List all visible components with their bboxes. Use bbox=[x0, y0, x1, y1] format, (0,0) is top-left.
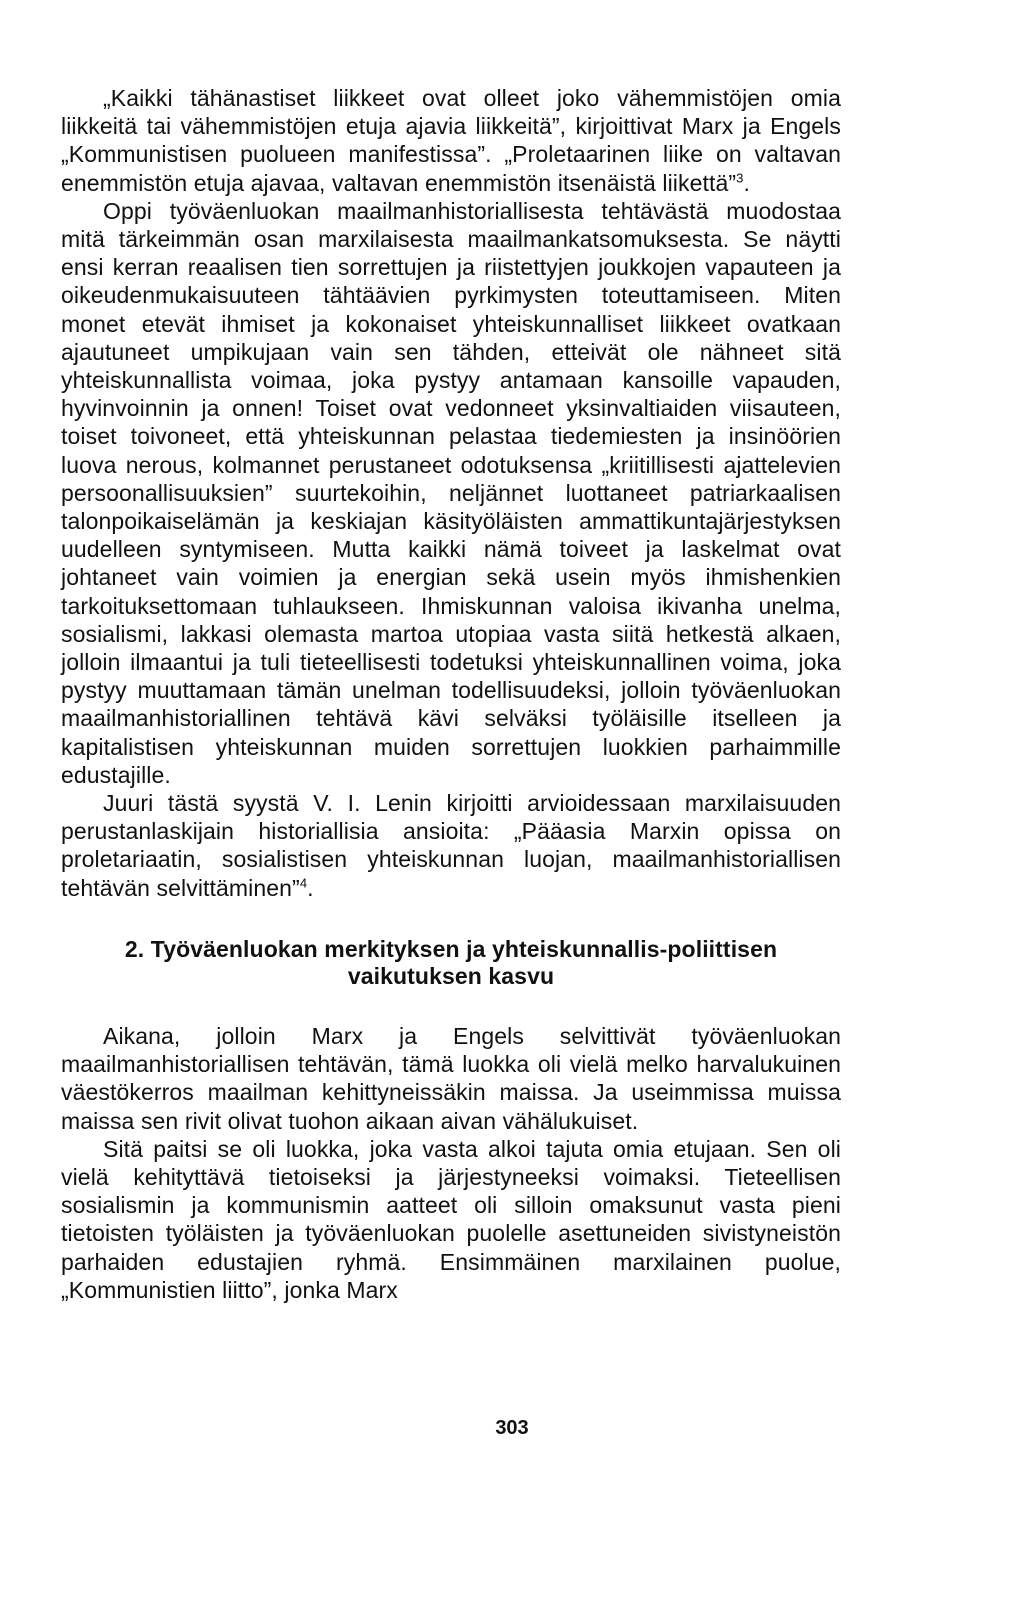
footnote-marker: 3 bbox=[736, 169, 744, 185]
paragraph-text: Aikana, jolloin Marx ja Engels selvittivät työväenluokan maailmanhistoriallisen tehtävän, tämä luokka oli vielä melko harvalukuinen väestökerros maailman kehittyneissäkin maissa. Ja useimmissa muissa maissa sen rivit olivat tuohon aikaan aivan vähälukuiset. bbox=[61, 1022, 841, 1134]
page-text bbox=[61, 84, 841, 1304]
paragraph-text: „Kaikki tähänastiset liikkeet ovat olleet joko vähemmistöjen omia liikkeitä tai vähemmistöjen etuja ajavia liikkeitä”, kirjoittivat Marx ja Engels „Kommunistisen puolueen manifestissa”. „Proletaarinen liike on valtavan enemmistön etuja ajavaa, valtavan enemmistön itsenäistä liikettä” bbox=[61, 85, 841, 196]
paragraph-end: . bbox=[307, 874, 314, 901]
paragraph-manifesto-quote bbox=[61, 84, 841, 197]
paragraph-text: Juuri tästä syystä V. I. Lenin kirjoitti arvioidessaan marxilaisuuden perustanlaskijain historiallisia ansioita: „Pääasia Marxin opissa on proletariaatin, sosialistisen yhteiskunnan luojan, maailmanhistoriallisen tehtävän selvittäminen” bbox=[61, 790, 841, 901]
paragraph-text: Oppi työväenluokan maailmanhistoriallisesta tehtävästä muodostaa mitä tärkeimmän osan marxilaisesta maailmankatsomuksesta. Se näytti ensi kerran reaalisen tien sorrettujen ja riistettyjen joukkojen vapauteen ja oikeudenmukaisuuteen tähtäävien pyrkimysten toteuttamiseen. Miten monet etevät ihmiset ja kokonaiset yhteiskunnalliset liikkeet ovatkaan ajautuneet umpikujaan vain sen tähden, etteivät ole nähneet sitä yhteiskunnallista voimaa, joka pystyy antamaan kansoille vapauden, hyvinvoinnin ja onnen! Toiset ovat vedonneet yksinvaltiaiden viisauteen, toiset toivoneet, että yhteiskunnan pelastaa tiedemiesten ja insinöörien luova nerous, kolmannet perustaneet odotuksensa „kriitillisesti ajattelevien persoonallisuuksien” suurtekoihin, neljännet luottaneet patriarkaalisen talonpoikaiselämän ja keskiajan käsityöläisten ammattikuntajärjestyksen uudelleen syntymiseen. Mutta kaikki nämä toiveet ja laskelmat ovat johtaneet vain voimien ja energian sekä usein myös ihmishenkien tarkoituksettomaan tuhlaukseen. Ihmiskunnan valoisa ikivanha unelma, sosialismi, lakkasi olemasta martoa utopiaa vasta siitä hetkestä alkaen, jolloin ilmaantui ja tuli tieteellisesti todetuksi yhteiskunnallinen voima, joka pystyy muuttamaan tämän unelman todellisuudeksi, jolloin työväenluokan maailmanhistoriallinen tehtävä kävi selväksi työläisille itselleen ja kapitalistisen yhteiskunnan muiden sorrettujen luokkien parhaimmille edustajille. bbox=[61, 197, 841, 788]
paragraph-text: Sitä paitsi se oli luokka, joka vasta alkoi tajuta omia etujaan. Sen oli vielä kehityttävä tietoiseksi ja järjestyneeksi voimaksi. Tieteellisen sosialismin ja kommunismin aatteet oli silloin omaksunut vasta pieni tietoisten työläisten ja työväenluokan puolelle asettuneiden sivistyneistön parhaiden edustajien ryhmä. Ensimmäinen marxilainen puolue, „Kommunistien liitto”, jonka Marx bbox=[61, 1135, 841, 1303]
footnote-marker: 4 bbox=[299, 875, 308, 891]
paragraph-class-consciousness bbox=[61, 1135, 841, 1304]
paragraph-world-historical-mission bbox=[61, 197, 841, 789]
paragraph-marx-engels-era bbox=[61, 1022, 841, 1135]
paragraph-end: . bbox=[743, 169, 750, 196]
section-heading: 2. Työväenluokan merkityksen ja yhteiskunnallis-poliittisen vaikutuksen kasvu bbox=[124, 935, 778, 989]
page-number: 303 bbox=[495, 1417, 529, 1439]
paragraph-lenin-quote bbox=[61, 789, 841, 902]
